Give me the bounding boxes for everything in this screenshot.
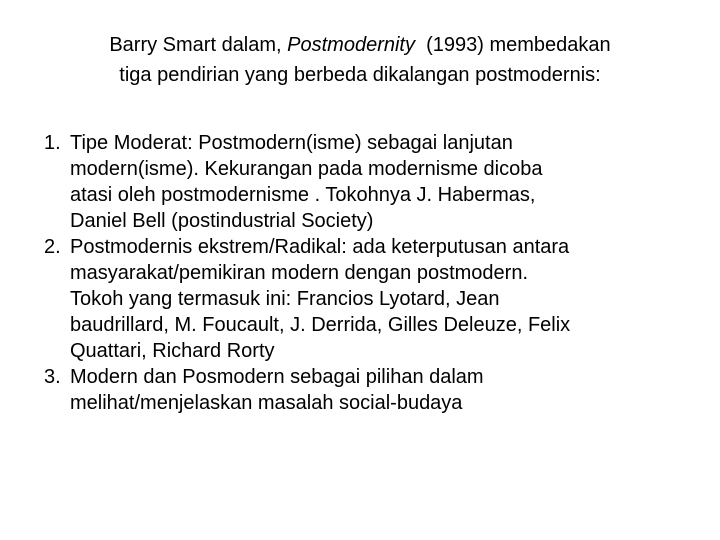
list-item-line: Modern dan Posmodern sebagai pilihan dalam: [70, 366, 484, 388]
intro-line-1-rest: (1993) membedakan: [415, 34, 611, 56]
intro-line-1: [40, 30, 680, 60]
list-item-line: atasi oleh postmodernisme . Tokohnya J. Habermas,: [70, 184, 536, 206]
intro-book-title: Postmodernity: [287, 34, 415, 56]
list-item-1: [44, 130, 704, 234]
list-item-line: melihat/menjelaskan masalah social-budaya: [70, 392, 463, 414]
list-number: 2.: [44, 236, 61, 258]
list-item-line: modern(isme). Kekurangan pada modernisme dicoba: [70, 158, 543, 180]
intro-line-2: tiga pendirian yang berbeda dikalangan postmodernis:: [119, 64, 601, 86]
intro-author: Barry Smart dalam,: [109, 34, 288, 56]
list-item-3: [44, 364, 704, 416]
list-item-line: Quattari, Richard Rorty: [70, 340, 275, 362]
list-number: 1.: [44, 132, 61, 154]
list-item-line: Tokoh yang termasuk ini: Francios Lyotard, Jean: [70, 288, 500, 310]
list-item-line: baudrillard, M. Foucault, J. Derrida, Gilles Deleuze, Felix: [70, 314, 571, 336]
list-item-line: Tipe Moderat: Postmodern(isme) sebagai lanjutan: [70, 132, 513, 154]
list-item-line: Daniel Bell (postindustrial Society): [70, 210, 374, 232]
list-item-line: masyarakat/pemikiran modern dengan postmodern.: [70, 262, 529, 284]
list-item-2: [44, 234, 704, 364]
intro-paragraph: [40, 30, 680, 90]
numbered-list: [44, 130, 704, 416]
list-number: 3.: [44, 366, 61, 388]
list-item-line: Postmodernis ekstrem/Radikal: ada keterputusan antara: [70, 236, 570, 258]
